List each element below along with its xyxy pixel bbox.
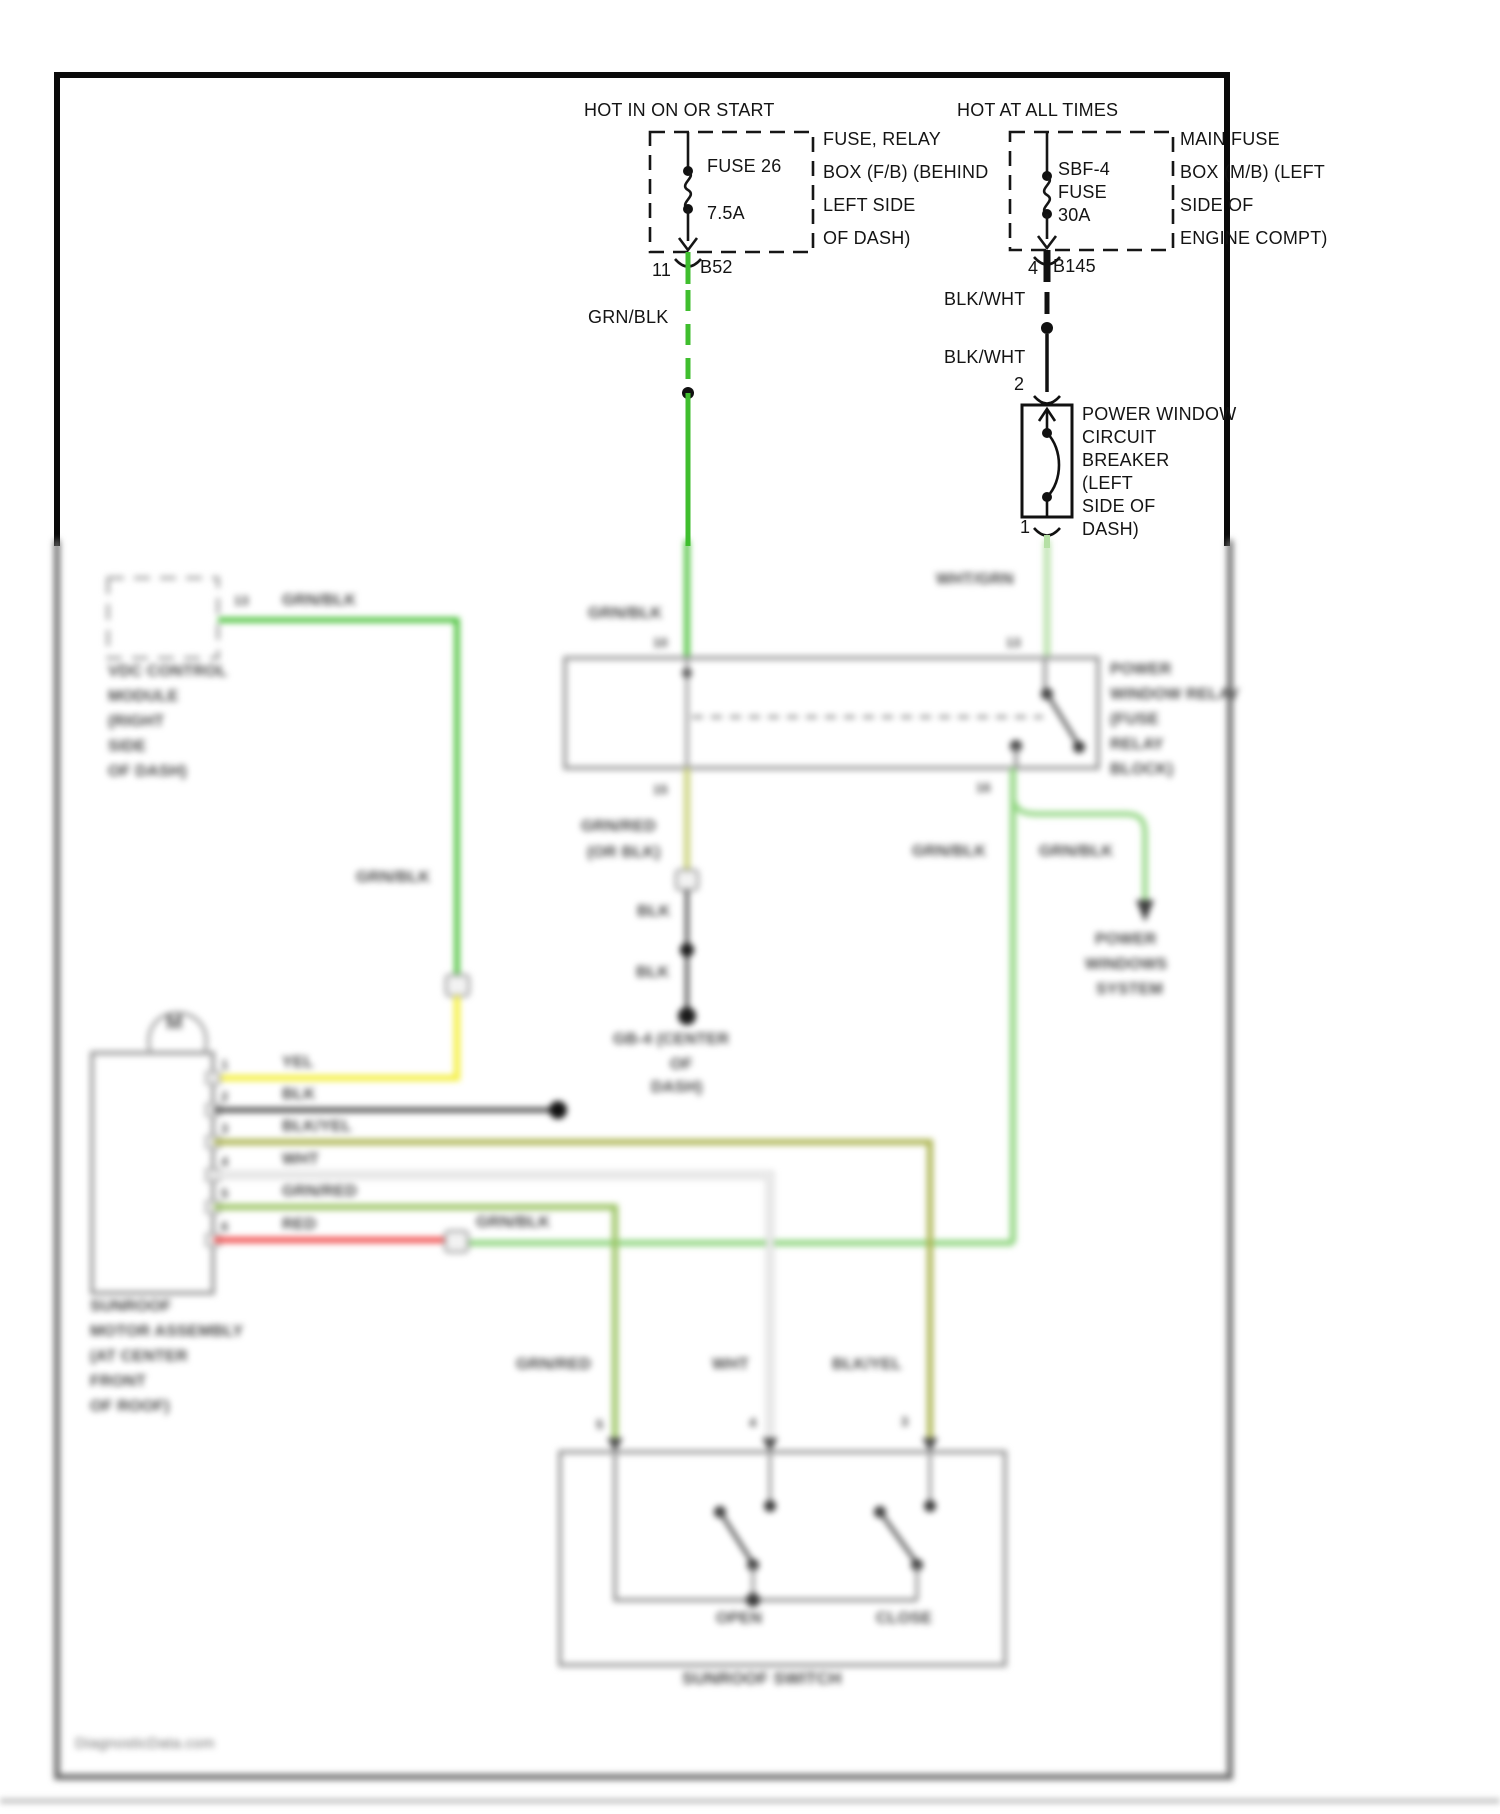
vdc-label-line: SIDE — [108, 738, 147, 755]
switch-wire-label: BLK/YEL — [832, 1356, 902, 1373]
breaker-label-line: (LEFT — [1082, 473, 1134, 493]
main-fuse-box-label-line: BOX (M/B) (LEFT — [1180, 162, 1326, 182]
connector-pin-4: 4 — [1028, 258, 1039, 278]
relay-sw-in-wire-label: WHT/GRN — [936, 571, 1014, 588]
main-fuse-box-label-line: SIDE OF — [1180, 195, 1254, 215]
pw-system-line: SYSTEM — [1096, 981, 1163, 998]
sunroof-switch-box — [560, 1452, 1005, 1665]
motor-pin: 5 — [221, 1186, 229, 1201]
switch-open-label: OPEN — [716, 1610, 763, 1627]
wire-run-label: GRN/BLK — [356, 869, 431, 886]
relay-pin-10: 10 — [653, 635, 668, 650]
relay-label-line: RELAY — [1110, 736, 1164, 753]
breaker-pin-2: 2 — [1014, 374, 1025, 394]
vdc-grn-blk-wire — [218, 620, 457, 983]
fuse26-name: FUSE 26 — [707, 156, 782, 176]
pw-system-line: WINDOWS — [1085, 956, 1168, 973]
blk-wire-label: BLK — [637, 903, 671, 920]
switch-pin: 4 — [749, 1415, 757, 1430]
switch-pin: 5 — [596, 1417, 604, 1432]
relay-pin-16: 16 — [976, 780, 991, 795]
ground-id-line: OF — [670, 1056, 693, 1073]
inline-connector — [446, 975, 469, 996]
sunroof-motor-box — [92, 1053, 213, 1293]
switch-wire-label: WHT — [712, 1356, 750, 1373]
motor-symbol-m: M — [166, 1012, 183, 1034]
blk-wire-end-dot — [549, 1101, 567, 1119]
motor-pin: 3 — [221, 1121, 229, 1136]
motor-label-line: SUNROOF — [90, 1298, 172, 1315]
switch-pin: 3 — [901, 1414, 909, 1429]
vdc-wire-label: GRN/BLK — [282, 592, 357, 609]
fuse26-rating: 7.5A — [707, 203, 745, 223]
vdc-pin: 13 — [234, 593, 249, 608]
ground-wire-label: (OR BLK) — [587, 844, 661, 861]
wire-label-grn-blk: GRN/BLK — [588, 307, 669, 327]
motor-wire-label: GRN/RED — [282, 1183, 358, 1200]
motor-label-line: (AT CENTER — [90, 1348, 188, 1365]
pw-system-line: POWER — [1095, 931, 1157, 948]
relay-coil-in-wire-label: GRN/BLK — [588, 605, 663, 622]
relay-label-line: WINDOW RELAY — [1110, 686, 1240, 703]
motor-wire-label: BLK — [282, 1086, 316, 1103]
vdc-label-line: OF DASH) — [108, 763, 187, 780]
motor-wire-label: BLK/YEL — [282, 1118, 352, 1135]
switch-wire-label: GRN/RED — [516, 1356, 592, 1373]
arrow-to-power-windows-icon — [1136, 900, 1154, 922]
motor-label-line: FRONT — [90, 1373, 147, 1390]
switch-close-label: CLOSE — [876, 1610, 933, 1627]
motor-wire-label: YEL — [282, 1054, 314, 1071]
pw-wire-label: GRN/BLK — [1039, 843, 1114, 860]
ground-gb4-dot — [678, 1007, 696, 1025]
motor-wire-label: WHT — [282, 1151, 320, 1168]
red-green-wire-label: GRN/BLK — [476, 1214, 551, 1231]
vdc-module-box — [108, 578, 218, 658]
inline-connector — [445, 1231, 468, 1252]
relay-pin-15: 15 — [653, 782, 668, 797]
watermark: DiagnosticData.com — [75, 1735, 215, 1752]
fuse-box-label-line: LEFT SIDE — [823, 195, 916, 215]
hot-right-header: HOT AT ALL TIMES — [957, 100, 1119, 120]
relay-label-line: BLOCK) — [1110, 761, 1174, 778]
hot-left-header: HOT IN ON OR START — [584, 100, 775, 120]
motor-wire-label: RED — [282, 1216, 317, 1233]
connector-id-b52: B52 — [700, 257, 733, 277]
fuse-box-label-line: BOX (F/B) (BEHIND — [823, 162, 989, 182]
breaker-label-line: SIDE OF — [1082, 496, 1156, 516]
sbf4-word: FUSE — [1058, 182, 1107, 202]
ground-wire-label: GRN/RED — [581, 818, 657, 835]
vdc-label-line: MODULE — [108, 688, 179, 705]
sbf4-rating: 30A — [1058, 205, 1091, 225]
connector-pin-11: 11 — [652, 260, 672, 280]
relay-pin-13: 13 — [1006, 635, 1021, 650]
main-fuse-box-label-line: ENGINE COMPT) — [1180, 228, 1328, 248]
motor-label-line: OF ROOF) — [90, 1398, 170, 1415]
sbf4-name: SBF-4 — [1058, 159, 1111, 179]
wire-label-blk-wht: BLK/WHT — [944, 289, 1026, 309]
pw-wire-label: GRN/BLK — [912, 843, 987, 860]
motor-label-line: MOTOR ASSEMBLY — [90, 1323, 244, 1340]
vdc-label-line: (RIGHT — [108, 713, 165, 730]
switch-caption: SUNROOF SWITCH — [682, 1669, 842, 1688]
splice-dot — [680, 943, 694, 957]
fuse-box-label-line: FUSE, RELAY — [823, 129, 941, 149]
breaker-label-line: CIRCUIT — [1082, 427, 1157, 447]
vdc-label-line: VDC CONTROL — [108, 663, 228, 680]
breaker-label-line: DASH) — [1082, 519, 1140, 539]
motor-pin: 1 — [221, 1057, 229, 1072]
fuse-box-label-line: OF DASH) — [823, 228, 911, 248]
breaker-pin-1: 1 — [1020, 517, 1031, 537]
switch-entry-arrows — [607, 1438, 938, 1452]
main-fuse-box-label-line: MAIN FUSE — [1180, 129, 1280, 149]
motor-pin: 4 — [221, 1154, 229, 1169]
ground-id-line: GB-4 (CENTER — [613, 1031, 730, 1048]
inline-connector — [676, 870, 698, 890]
motor-pin: 2 — [221, 1089, 229, 1104]
relay-label-line: POWER — [1110, 661, 1172, 678]
motor-pin: 6 — [221, 1219, 229, 1234]
wire-label-blk-wht: BLK/WHT — [944, 347, 1026, 367]
blk-wire-label: BLK — [636, 964, 670, 981]
breaker-label-line: POWER WINDOW — [1082, 404, 1237, 424]
relay-label-line: (FUSE — [1110, 711, 1159, 728]
yel-wire — [214, 996, 457, 1078]
connector-id-b145: B145 — [1053, 256, 1096, 276]
breaker-label-line: BREAKER — [1082, 450, 1170, 470]
ground-id-line: DASH) — [651, 1079, 703, 1096]
